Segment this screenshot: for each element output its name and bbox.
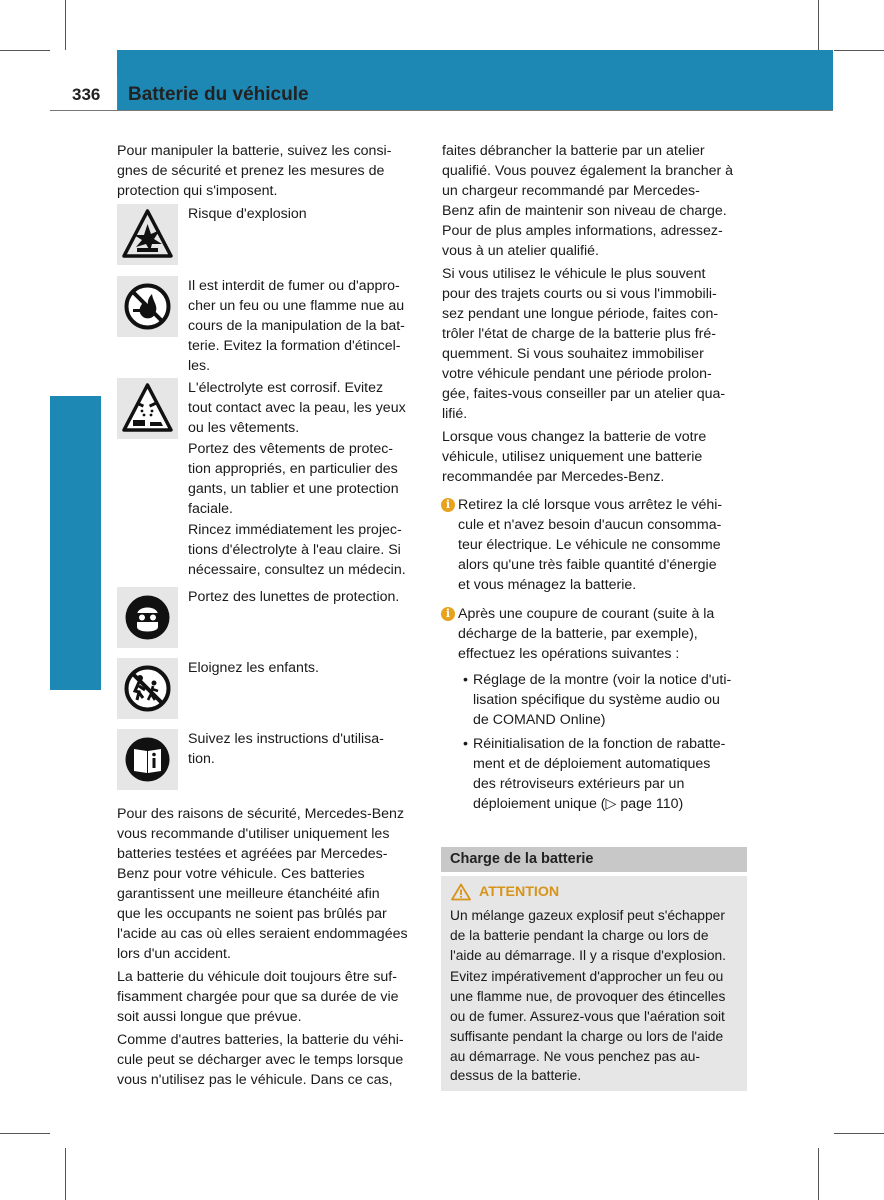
crop-mark [818,0,819,50]
eye-protection-icon [117,587,178,648]
corrosive-warning-text: L'électrolyte est corrosif. Evitez tout contact avec la peau, les yeux ou les vêtements. Portez des vêtements de protec- tion appropriés, en particulier des gants, un tablier et une protection faciale. Rincez immédiatement les projec- tions d'électrolyte à l'eau claire. Si nécessaire, consultez un médecin. [188,380,406,578]
warning-triangle-icon [451,883,471,901]
section-header [441,847,747,872]
info-note: i Après une coupure de courant (suite à la décharge de la batterie, par exemple), effectuez les opérations suivantes : [442,604,748,664]
right-column-text [442,141,748,816]
info-icon: i [441,607,455,621]
crop-mark [65,0,66,50]
section-title: Charge de la batterie [450,851,594,867]
no-open-flame-text: Il est interdit de fumer ou d'appro- cher un feu ou une flamme nue au cours de la manipulation de la bat- terie. Evitez la formation d'étincel- les. [188,278,405,374]
intro-paragraph: Pour manipuler la batterie, suivez les consi- gnes de sécurité et prenez les mesures de protection qui s'imposent. [117,143,392,199]
paragraph: faites débrancher la batterie par un atelier qualifié. Vous pouvez également la brancher à un chargeur recommandé par Mercedes- Benz afin de maintenir son niveau de charge. Pour de plus amples informations, adressez- vous à un atelier qualifié. [442,143,734,259]
warning-text: Un mélange gazeux explosif peut s'échapper de la batterie pendant la charge ou lors de l'aide au démarrage. Il y a risque d'explosion. Evitez impérativement d'approcher un feu ou une flamme nue, de provoquer des étincelles ou de fumer. Assurez-vous que l'aération soit suffisante pendant la charge ou lors de l'aide au démarrage. Ne vous penchez pas au- dessus de la batterie. [450,908,726,1084]
explosion-warning-text: Risque d'explosion [188,206,307,222]
crop-mark [0,50,50,51]
bullet-marker: • [463,736,468,752]
paragraph: Comme d'autres batteries, la batterie du véhi- cule peut se décharger avec le temps lorsque vous n'utilisez pas le véhicule. Dans ce cas, [117,1032,404,1088]
crop-mark [818,1148,819,1200]
corrosive-warning-icon [117,378,178,439]
bullet-item: • Réglage de la montre (voir la notice d'uti- lisation spécifique du système audio ou de COMAND Online) [463,672,732,728]
eye-protection-text: Portez des lunettes de protection. [188,589,400,605]
bullet-item: • Réinitialisation de la fonction de rabatte- ment et de déploiement automatiques des rétroviseurs extérieurs par un déploiement unique (▷ page 110) [463,736,726,812]
keep-children-away-icon [117,658,178,719]
no-open-flame-icon [117,276,178,337]
info-icon: i [441,498,455,512]
bullet-marker: • [463,672,468,688]
read-manual-text: Suivez les instructions d'utilisa- tion. [188,731,384,767]
page-number: 336 [72,85,101,104]
page-reference-link[interactable]: déploiement unique (▷ page 110) [473,796,684,812]
paragraph: Lorsque vous changez la batterie de votre véhicule, utilisez uniquement une batterie recommandée par Mercedes-Benz. [442,429,707,485]
page-title: Batterie du véhicule [128,84,309,105]
crop-mark [65,1148,66,1200]
warning-title: ATTENTION [479,884,560,900]
header-divider [117,76,118,110]
warning-box [441,876,747,1091]
paragraph: Pour des raisons de sécurité, Mercedes-Benz vous recommande d'utiliser uniquement les batteries testées et agréées par Mercedes- Benz pour votre véhicule. Ces batteries garantissent une meilleure étanchéité afin que les occupants ne soient pas brûlés par l'acide au cas où elles seraient endommagées lors d'un accident. [117,806,408,962]
keep-children-away-text: Eloignez les enfants. [188,660,319,676]
paragraph: La batterie du véhicule doit toujours être suf- fisamment chargée pour que sa durée de vie soit aussi longue que prévue. [117,969,399,1025]
crop-mark [834,1133,884,1134]
explosion-warning-icon [117,204,178,265]
info-note: i Retirez la clé lorsque vous arrêtez le véhi- cule et n'avez besoin d'aucun consomma- teur électrique. Le véhicule ne consomme alors qu'une très faible quantité d'énergie et vous ménagez la batterie. [442,495,748,595]
paragraph: Si vous utilisez le véhicule le plus souvent pour des trajets courts ou si vous l'immobili- sez pendant une longue période, faites con- trôler l'état de charge de la batterie plus fré- quemment. Si vous souhaitez immobiliser votre véhicule pendant une période prolon- gée, faites-vous conseiller par un atelier qua- lifié. [442,266,726,422]
battery-info-text [117,804,423,1093]
crop-mark [834,50,884,51]
header-rule [50,110,833,111]
read-manual-icon [117,729,178,790]
crop-mark [0,1133,50,1134]
